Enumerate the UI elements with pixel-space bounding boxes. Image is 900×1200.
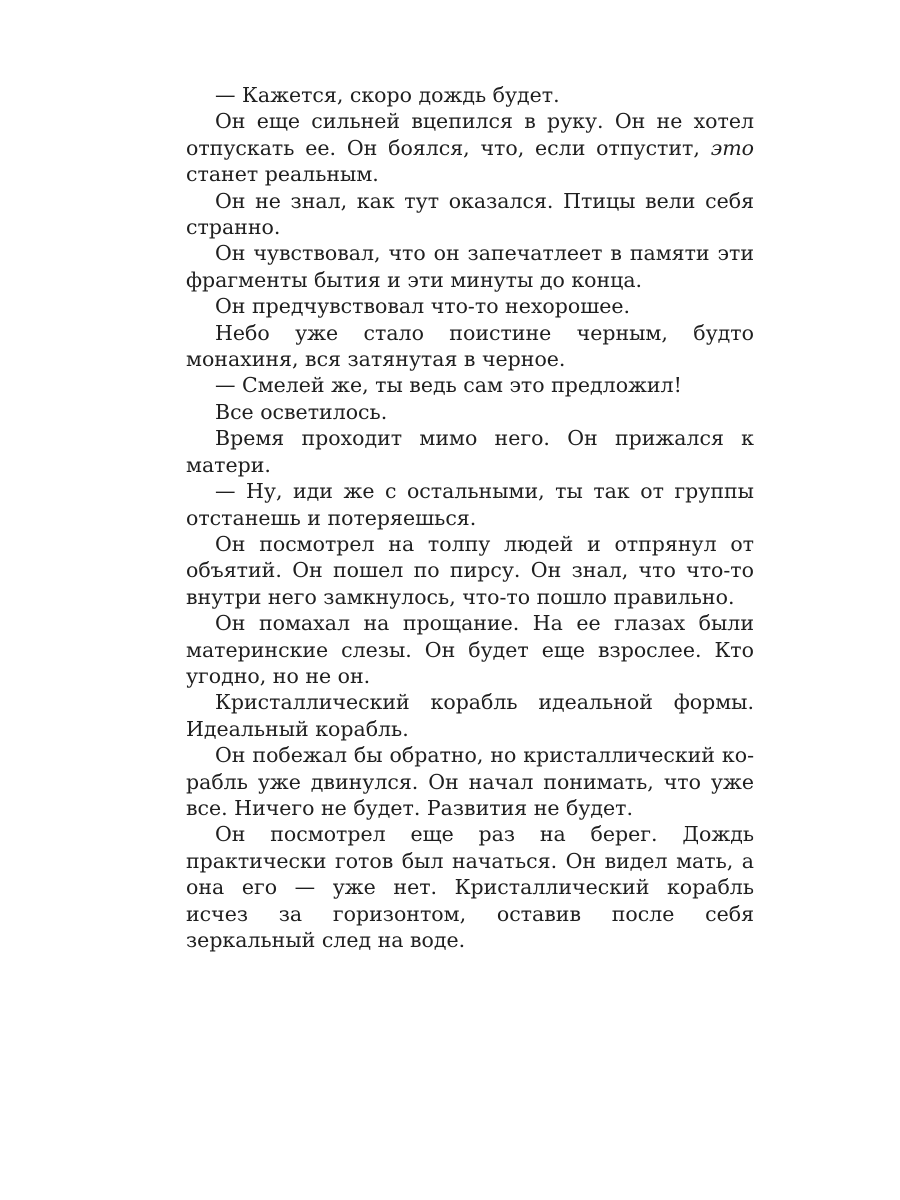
- paragraph-text: Он посмотрел еще раз на берег. Дождь практически готов был начаться. Он видел мать, а она его — уже нет. Кристаллический корабль исчез за горизонтом, оставив после себя зеркальный след на воде.: [186, 822, 754, 952]
- paragraph-text: Все осветилось.: [215, 399, 388, 424]
- paragraph-text: Небо уже стало поистине черным, будто монахиня, вся затянутая в черное.: [186, 320, 754, 372]
- paragraph-12: [186, 610, 754, 689]
- paragraph-text: — Кажется, скоро дождь будет.: [215, 83, 560, 107]
- paragraph-text: — Смелей же, ты ведь сам это предложил!: [215, 373, 682, 398]
- paragraph-text: Он побежал бы обратно, но кристаллический корабль уже двинулся. Он начал понимать, что уже все. Ничего не будет. Развития не будет.: [186, 743, 754, 820]
- paragraph-text: Он еще сильней вцепился в руку. Он не хотел отпускать ее. Он боялся, что, если отпустит,: [186, 109, 754, 160]
- paragraph-15: [186, 821, 754, 953]
- paragraph-14: [186, 742, 754, 821]
- paragraph-text: Он чувствовал, что он запечатлеет в памяти эти фрагменты бытия и эти минуты до конца.: [186, 241, 754, 292]
- paragraph-text: Время проходит мимо него. Он прижался к матери.: [186, 426, 754, 477]
- paragraph-text: Он посмотрел на толпу людей и отпрянул от объятий. Он пошел по пирсу. Он знал, что что-то внутри него замкнулось, что-то пошло правильно.: [186, 531, 754, 609]
- paragraph-4: [186, 240, 754, 293]
- paragraph-text: — Ну, иди же с остальными, ты так от группы отстанешь и потеряешься.: [186, 479, 754, 530]
- paragraph-6: [186, 320, 754, 373]
- paragraph-13: [186, 689, 754, 742]
- paragraph-1: [186, 82, 754, 108]
- paragraph-11: [186, 531, 754, 610]
- paragraph-text: станет реальным.: [186, 162, 379, 187]
- paragraph-8: [186, 399, 754, 425]
- paragraph-5: [186, 293, 754, 319]
- paragraph-text: Кристаллический корабль идеальной формы. Идеальный корабль.: [186, 690, 754, 741]
- paragraph-10: [186, 478, 754, 531]
- paragraph-text: Он помахал на прощание. На ее глазах были материнские слезы. Он будет еще взрослее. Кто угодно, но не он.: [186, 611, 754, 688]
- paragraph-9: [186, 425, 754, 478]
- paragraph-2: [186, 108, 754, 187]
- paragraph-7: [186, 372, 754, 398]
- paragraph-3: [186, 188, 754, 241]
- italic-emphasis: это: [710, 135, 754, 160]
- paragraph-text: Он не знал, как тут оказался. Птицы вели себя странно.: [186, 188, 754, 240]
- page-text-block: [186, 82, 754, 953]
- paragraph-text: Он предчувствовал что-то нехорошее.: [215, 294, 631, 319]
